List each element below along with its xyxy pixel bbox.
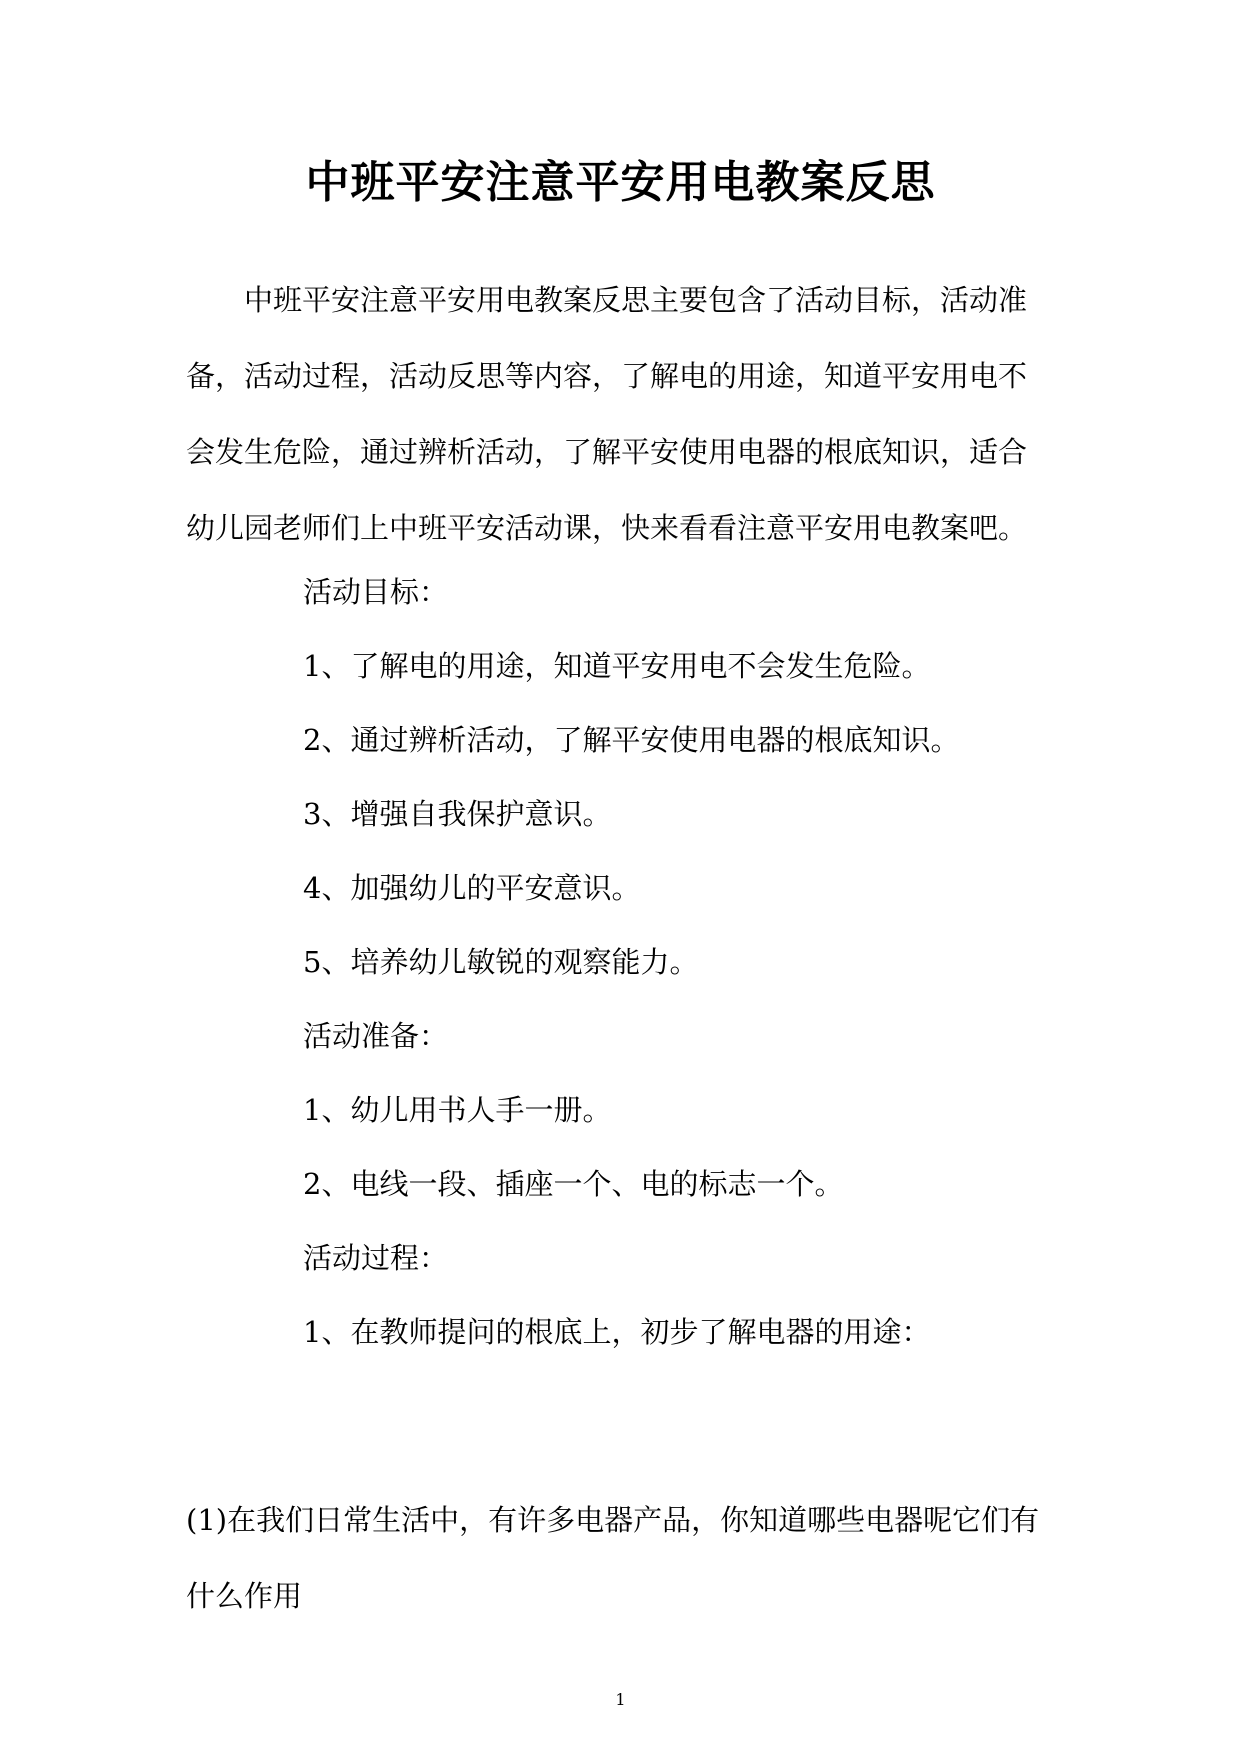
page-number: 1 xyxy=(615,1690,626,1709)
goal-item: 5、培养幼儿敏锐的观察能力。 xyxy=(303,945,699,979)
page-title: 中班平安注意平安用电教案反思 xyxy=(305,157,936,208)
goal-item: 2、通过辨析活动，了解平安使用电器的根底知识。 xyxy=(303,723,960,757)
goals-heading: 活动目标： xyxy=(303,575,449,609)
process-heading: 活动过程： xyxy=(303,1241,449,1275)
prep-item: 1、幼儿用书人手一册。 xyxy=(303,1093,612,1127)
question-paragraph: (1)在我们日常生活中，有许多电器产品，你知道哪些电器呢它们有什么作用 xyxy=(186,1503,1040,1613)
intro-paragraph: 中班平安注意平安用电教案反思主要包含了活动目标，活动准备，活动过程，活动反思等内容，了解电的用途，知道平安用电不会发生危险，通过辨析活动，了解平安使用电器的根底知识，适合幼儿园老师们上中班平安活动课，快来看看注意平安用电教案吧。 xyxy=(186,283,1028,545)
prep-item: 2、电线一段、插座一个、电的标志一个。 xyxy=(303,1167,844,1201)
prep-heading: 活动准备： xyxy=(303,1019,449,1053)
process-item: 1、在教师提问的根底上，初步了解电器的用途： xyxy=(303,1315,931,1349)
goal-item: 4、加强幼儿的平安意识。 xyxy=(303,871,641,905)
goal-item: 1、了解电的用途，知道平安用电不会发生危险。 xyxy=(303,649,931,683)
goal-item: 3、增强自我保护意识。 xyxy=(303,797,612,831)
